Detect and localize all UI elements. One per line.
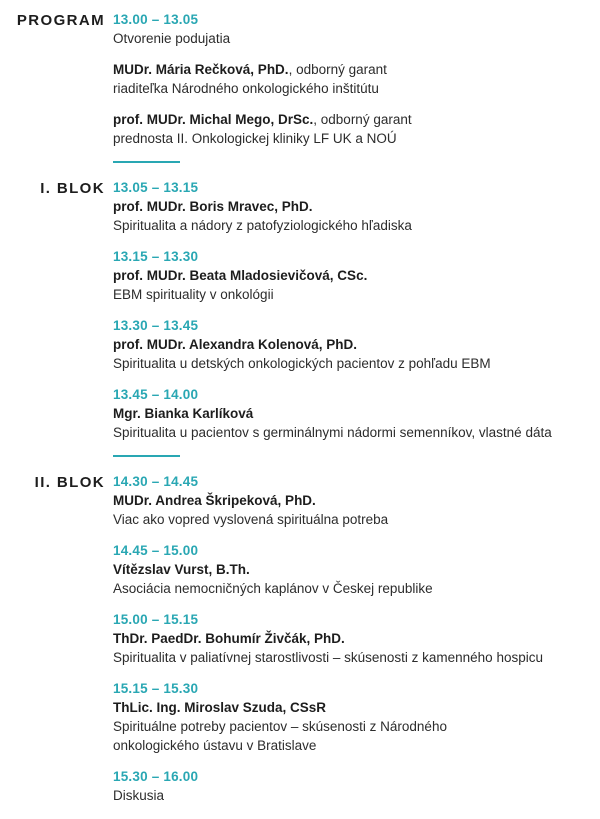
schedule-item <box>113 541 592 598</box>
section-label: I. BLOK <box>40 179 105 197</box>
section-label: PROGRAM <box>16 11 105 29</box>
speaker-line <box>113 60 592 79</box>
time-label: 14.30 – 14.45 <box>113 474 199 489</box>
schedule-item <box>113 385 592 442</box>
talk-title: EBM spirituality v onkológii <box>113 287 274 302</box>
time-label: 13.05 – 13.15 <box>113 180 199 195</box>
talk-title: Spiritualita u pacientov s germinálnymi nádormi semenníkov, vlastné dáta <box>113 425 552 440</box>
time-label: 15.30 – 16.00 <box>113 769 199 784</box>
speaker-role: prednosta II. Onkologickej kliniky LF UK a NOÚ <box>113 131 397 146</box>
speaker-role: riaditeľka Národného onkologického inštitútu <box>113 81 379 96</box>
schedule-item <box>113 316 592 373</box>
talk-title: Asociácia nemocničných kaplánov v Českej republike <box>113 581 433 596</box>
speaker-name: prof. MUDr. Boris Mravec, PhD. <box>113 199 313 214</box>
talk-title: Spirituálne potreby pacientov – skúsenosti z Národného <box>113 719 447 734</box>
section-divider <box>113 161 180 163</box>
time-label: 15.00 – 15.15 <box>113 612 199 627</box>
program-schedule <box>10 10 592 805</box>
speaker-name: prof. MUDr. Alexandra Kolenová, PhD. <box>113 337 358 352</box>
section-label: II. BLOK <box>34 473 105 491</box>
speaker-line <box>113 491 592 510</box>
talk-title: Spiritualita u detských onkologických pacientov z pohľadu EBM <box>113 356 491 371</box>
section-divider <box>113 455 180 457</box>
schedule-item <box>113 60 592 98</box>
speaker-line <box>113 560 592 579</box>
schedule-item <box>113 679 592 755</box>
section-program <box>10 10 592 178</box>
speaker-name: ThLic. Ing. Miroslav Szuda, CSsR <box>113 700 327 715</box>
speaker-line <box>113 110 592 129</box>
speaker-role-suffix: , odborný garant <box>288 62 387 77</box>
schedule-item <box>113 472 592 529</box>
section-content <box>113 10 592 178</box>
speaker-line <box>113 698 592 717</box>
speaker-name: Vítězslav Vurst, B.Th. <box>113 562 250 577</box>
speaker-role-suffix: , odborný garant <box>313 112 412 127</box>
speaker-name: MUDr. Mária Rečková, PhD. <box>113 62 289 77</box>
talk-title: Spiritualita a nádory z patofyziologického hľadiska <box>113 218 412 233</box>
time-label: 14.45 – 15.00 <box>113 543 199 558</box>
section-content <box>113 472 592 805</box>
schedule-item <box>113 610 592 667</box>
talk-title-line-2: onkologického ústavu v Bratislave <box>113 738 317 753</box>
speaker-line <box>113 404 592 423</box>
section-content <box>113 178 592 472</box>
schedule-item <box>113 178 592 235</box>
schedule-item <box>113 247 592 304</box>
time-label: 15.15 – 15.30 <box>113 681 199 696</box>
schedule-item <box>113 110 592 148</box>
talk-title: Viac ako vopred vyslovená spirituálna potreba <box>113 512 389 527</box>
speaker-line <box>113 335 592 354</box>
speaker-line <box>113 629 592 648</box>
time-label: 13.00 – 13.05 <box>113 12 199 27</box>
speaker-name: Mgr. Bianka Karlíková <box>113 406 254 421</box>
speaker-line <box>113 197 592 216</box>
section-blok-1 <box>10 178 592 472</box>
speaker-name: prof. MUDr. Michal Mego, DrSc. <box>113 112 314 127</box>
schedule-item <box>113 10 592 48</box>
speaker-line <box>113 266 592 285</box>
speaker-name: prof. MUDr. Beata Mladosievičová, CSc. <box>113 268 368 283</box>
talk-title: Spiritualita v paliatívnej starostlivosti – skúsenosti z kamenného hospicu <box>113 650 543 665</box>
section-blok-2 <box>10 472 592 805</box>
speaker-name: MUDr. Andrea Škripeková, PhD. <box>113 493 316 508</box>
talk-title: Diskusia <box>113 788 165 803</box>
time-label: 13.15 – 13.30 <box>113 249 199 264</box>
schedule-item <box>113 767 592 805</box>
time-label: 13.30 – 13.45 <box>113 318 199 333</box>
time-label: 13.45 – 14.00 <box>113 387 199 402</box>
speaker-name: ThDr. PaedDr. Bohumír Živčák, PhD. <box>113 631 345 646</box>
talk-title: Otvorenie podujatia <box>113 31 231 46</box>
